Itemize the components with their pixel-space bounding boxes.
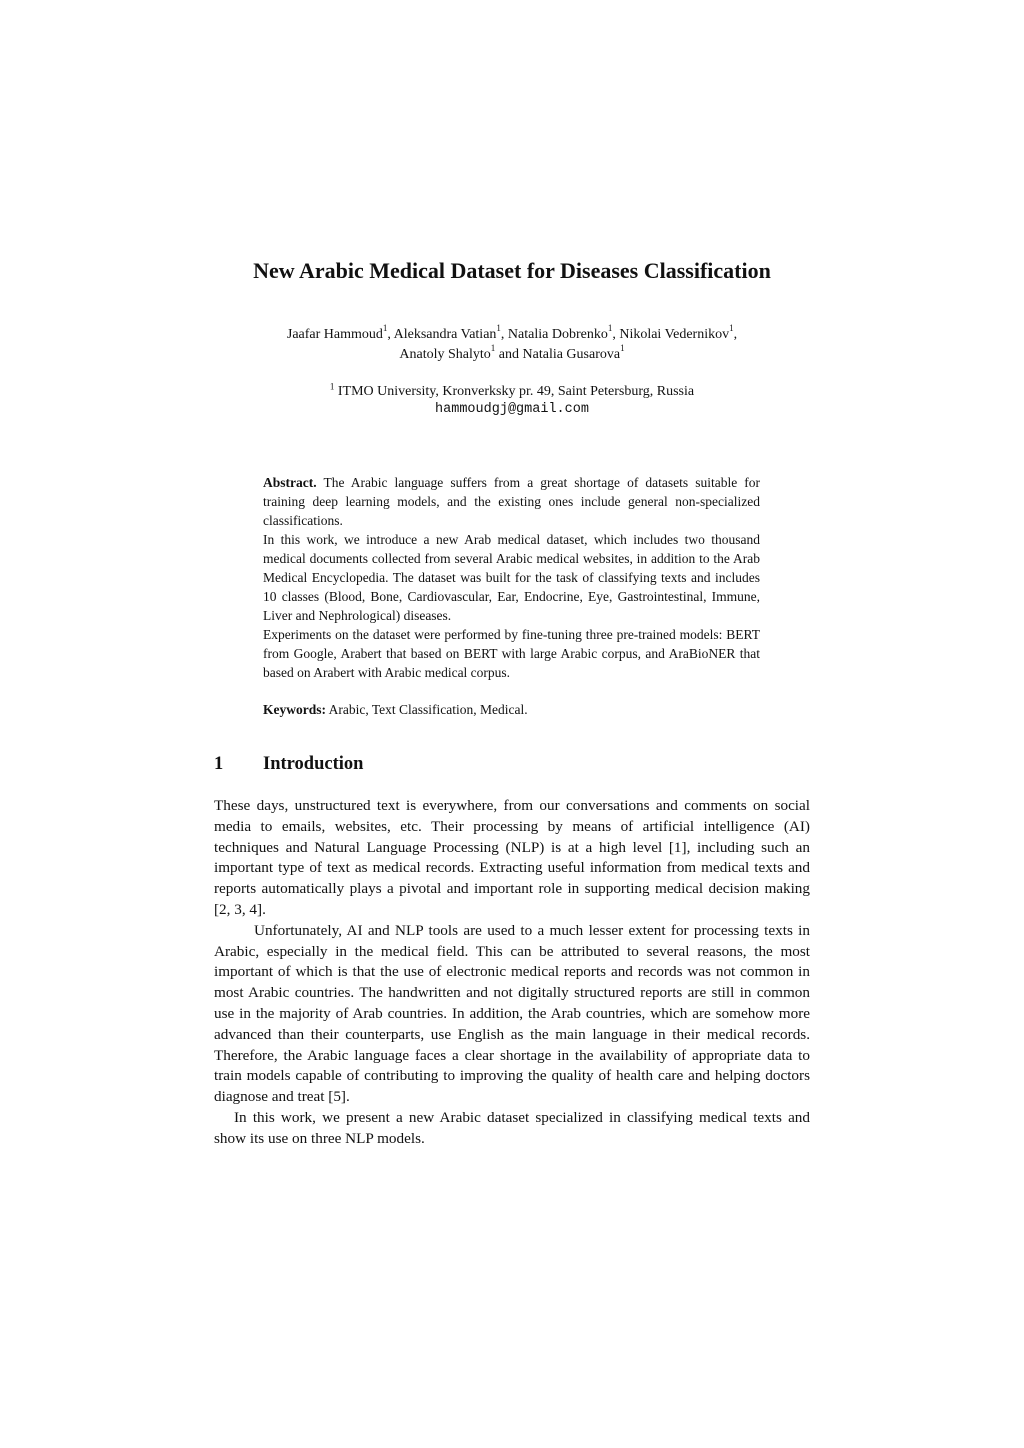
affiliation-marker: 1 <box>607 323 613 334</box>
keywords <box>263 700 760 719</box>
author-list <box>160 325 864 365</box>
author-name: Natalia Dobrenko <box>507 327 608 342</box>
affiliation-marker: 1 <box>729 323 734 334</box>
abstract-text: The Arabic language suffers from a great shortage of datasets suitable for training deep learning models, and the existing ones include general non-specialized classifications. <box>263 475 760 528</box>
affiliation-marker: 1 <box>382 323 388 334</box>
affiliation-block <box>160 383 864 419</box>
author-name: Natalia Gusarova <box>522 347 621 362</box>
paper-title: New Arabic Medical Dataset for Diseases Classification <box>253 258 771 283</box>
body-paragraph: In this work, we present a new Arabic dataset specialized in classifying medical texts and show its use on three NLP models. <box>214 1108 810 1147</box>
author-name: Anatoly Shalyto <box>399 347 491 362</box>
section-body <box>214 796 810 1150</box>
keywords-label: Keywords: <box>263 702 326 717</box>
author-separator: , <box>387 327 394 342</box>
affiliation-marker: 1 <box>496 323 501 334</box>
affiliation-marker: 1 <box>490 343 496 354</box>
affiliation-marker: 1 <box>620 343 625 354</box>
abstract-paragraph: In this work, we introduce a new Arab medical dataset, which includes two thousand medical documents collected from several Arabic medical websites, in addition to the Arab Medical Encyclopedia. The dataset was built for the task of classifying texts and includes 10 classes (Blood, Bone, Cardiovascular, Ear, Endocrine, Eye, Gastrointestinal, Immune, Liver and Nephrological) diseases. <box>263 532 760 623</box>
abstract-paragraph <box>263 473 760 530</box>
abstract-paragraph: Experiments on the dataset were performed by fine-tuning three pre-trained models: BERT from Google, Arabert that based on BERT with large Arabic corpus, and AraBioNER that based on Arabert with Arabic medical corpus. <box>263 627 760 680</box>
author-separator: , <box>733 327 738 342</box>
body-paragraph: These days, unstructured text is everywhere, from our conversations and comments on social media to emails, websites, etc. Their processing by means of artificial intelligence (AI) techniques and Natural Language Processing (NLP) is at a high level [1], including such an important type of text as medical records. Extracting useful information from medical texts and reports automatically plays a pivotal and important role in supporting medical decision making [2, 3, 4]. <box>214 797 810 918</box>
keywords-text: Arabic, Text Classification, Medical. <box>326 702 528 717</box>
abstract-label: Abstract. <box>263 475 317 490</box>
affiliation-text: ITMO University, Kronverksky pr. 49, Saint Petersburg, Russia <box>334 384 695 399</box>
section-number: 1 <box>214 754 224 774</box>
author-separator: , <box>612 327 620 342</box>
abstract <box>263 473 760 682</box>
body-paragraph: Unfortunately, AI and NLP tools are used to a much lesser extent for processing texts in Arabic, especially in the medical field. This can be attributed to several reasons, the most important of which is that the use of electronic medical reports and records was not common in most Arabic countries. The handwritten and not digitally structured reports are still in common use in the majority of Arab countries. In addition, the Arab countries, which are somehow more advanced than their counterparts, use English as the main language in their medical records. Therefore, the Arabic language faces a clear shortage in the availability of appropriate data to train models capable of contributing to improving the quality of health care and helping doctors diagnose and treat [5]. <box>214 921 810 1106</box>
author-separator: , <box>500 327 508 342</box>
author-name: Nikolai Vedernikov <box>619 327 730 342</box>
author-name: Aleksandra Vatian <box>393 327 497 342</box>
author-email: hammoudgj@gmail.com <box>435 402 589 417</box>
section-title: Introduction <box>263 754 364 774</box>
affiliation-number: 1 <box>329 381 335 392</box>
author-separator: and <box>495 347 523 362</box>
author-name: Jaafar Hammoud <box>286 327 383 342</box>
section-heading <box>214 751 363 777</box>
